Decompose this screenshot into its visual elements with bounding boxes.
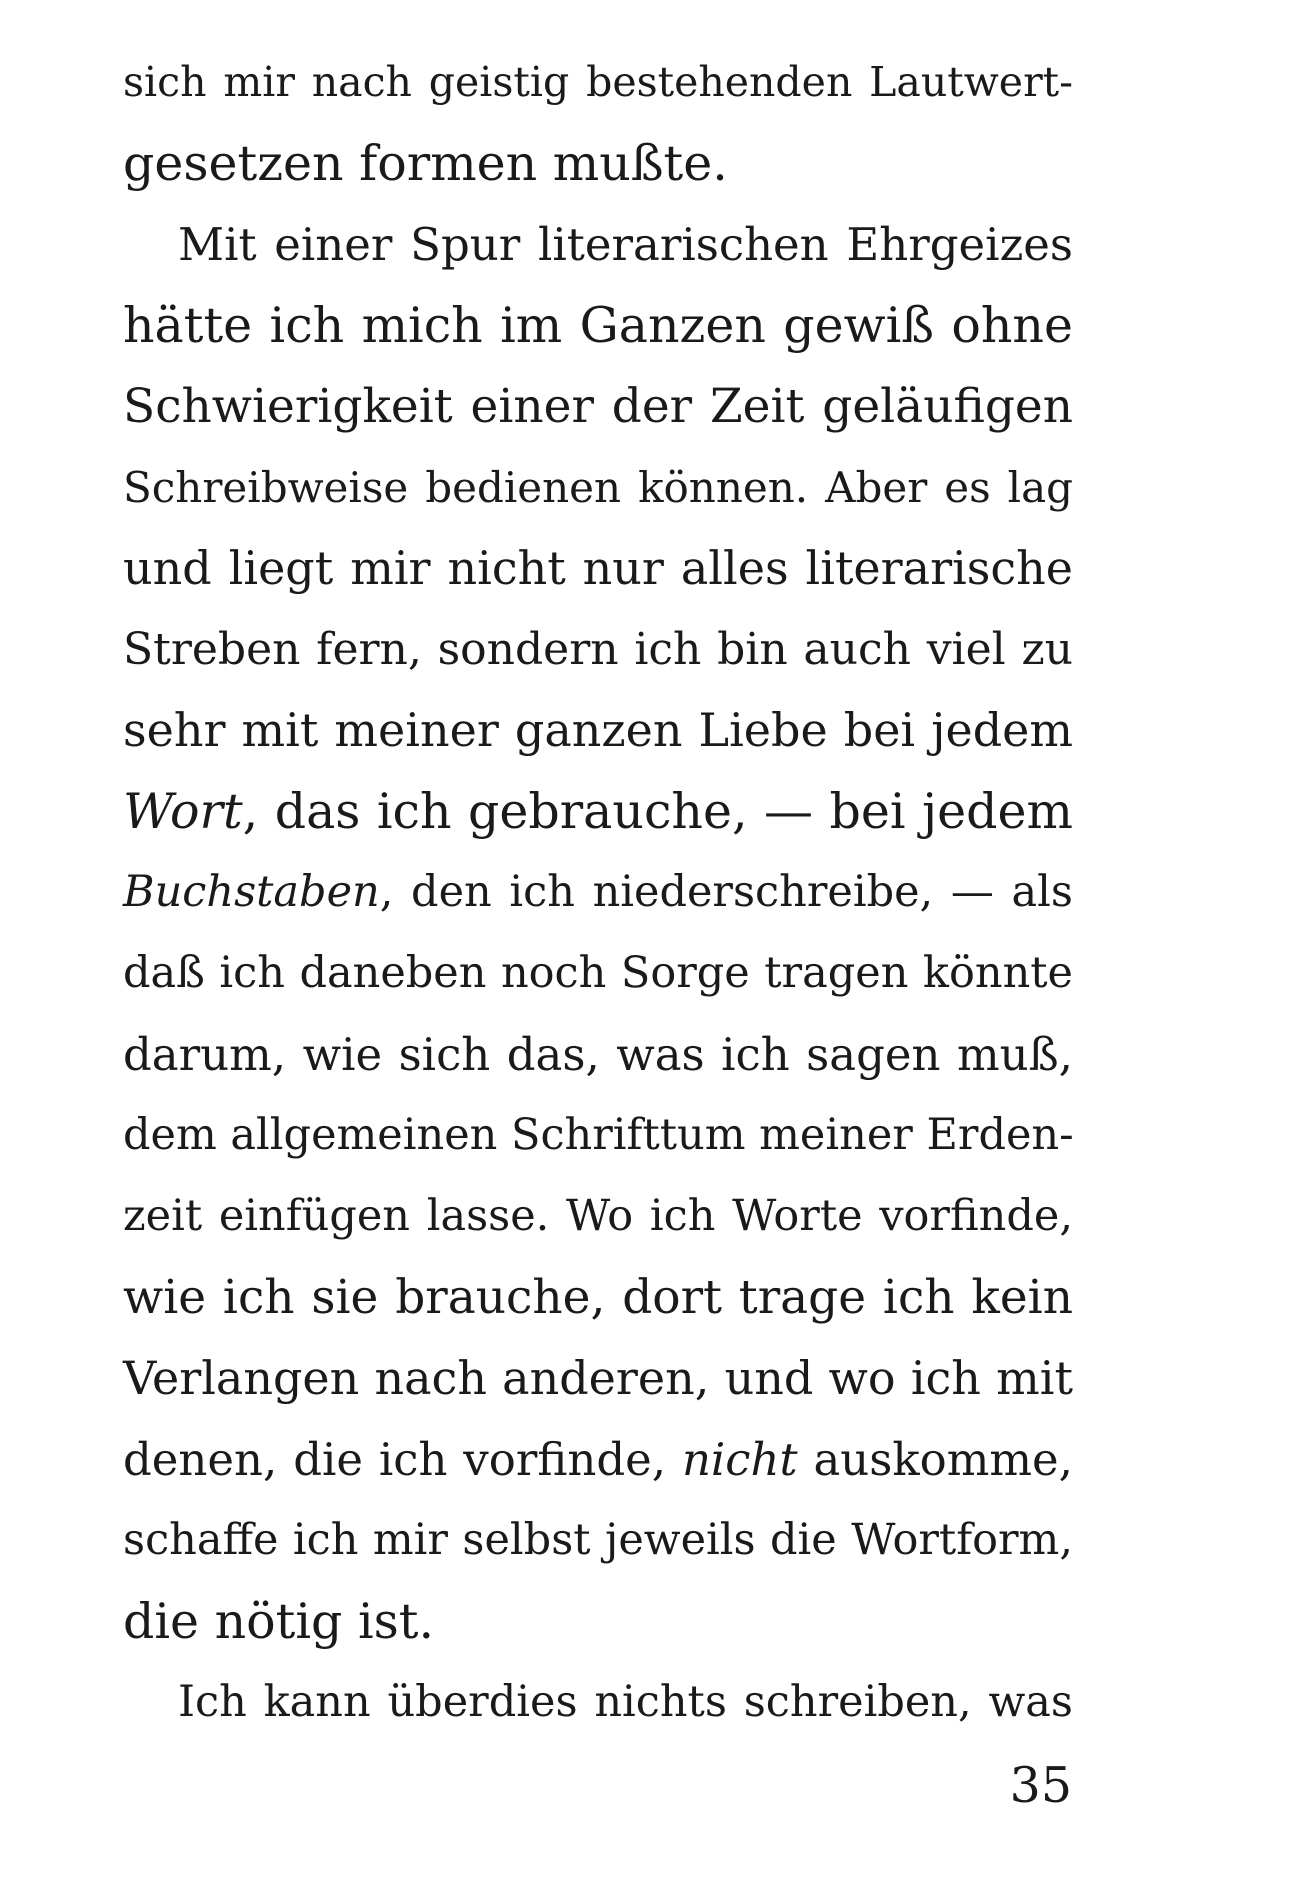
- text-line: [123, 1662, 1073, 1743]
- text-segment: Streben fern, sondern ich bin auch viel zu: [123, 624, 1073, 675]
- text-segment: Schreibweise bedienen können. Aber es lag: [123, 463, 1073, 512]
- text-segment: dem allgemeinen Schrifttum meiner Erden-: [123, 1110, 1074, 1160]
- text-line: [123, 1500, 1073, 1581]
- text-segment: sich mir nach geistig bestehenden Lautwert-: [123, 58, 1073, 106]
- text-line: [123, 1419, 1073, 1500]
- text-line: [123, 447, 1073, 528]
- text-segment: hätte ich mich im Ganzen gewiß ohne: [123, 297, 1073, 354]
- text-segment: zeit einfügen lasse. Wo ich Worte vorfinde,: [123, 1191, 1073, 1241]
- text-segment: schaffe ich mir selbst jeweils die Wortform,: [123, 1515, 1073, 1565]
- text-line: [123, 42, 1073, 123]
- text-line: [123, 933, 1073, 1014]
- text-line: [123, 1257, 1073, 1338]
- text-segment: , den ich niederschreibe, — als: [379, 867, 1073, 917]
- text-segment: daß ich daneben noch Sorge tragen könnte: [123, 948, 1073, 998]
- text-segment: Verlangen nach anderen, und wo ich mit: [123, 1351, 1073, 1405]
- text-segment: wie ich sie brauche, dort trage ich kein: [123, 1270, 1073, 1325]
- text-segment: sehr mit meiner ganzen Liebe bei jedem: [123, 703, 1073, 757]
- text-line: [123, 123, 1073, 204]
- body-text: [123, 42, 1073, 1743]
- text-line: [123, 771, 1073, 852]
- text-segment: auskomme,: [797, 1433, 1073, 1486]
- italic-text: Buchstaben: [123, 867, 380, 917]
- page-number: 35: [1009, 1757, 1072, 1814]
- text-line: [123, 609, 1073, 690]
- text-line: [123, 1581, 1073, 1662]
- text-segment: darum, wie sich das, was ich sagen muß,: [123, 1028, 1073, 1081]
- text-segment: Schwierigkeit einer der Zeit geläufigen: [123, 379, 1073, 434]
- text-line: [123, 285, 1073, 366]
- text-segment: , das ich gebrauche, — bei jedem: [242, 783, 1073, 840]
- text-line: [123, 204, 1073, 285]
- text-line: [123, 852, 1073, 933]
- italic-text: nicht: [681, 1433, 798, 1486]
- italic-text: Wort: [123, 783, 243, 840]
- text-segment: gesetzen formen mußte.: [123, 135, 728, 192]
- text-line: [123, 690, 1073, 771]
- text-segment: die nötig ist.: [123, 1593, 435, 1650]
- text-line: [123, 1338, 1073, 1419]
- text-line: [123, 366, 1073, 447]
- text-segment: und liegt mir nicht nur alles literarische: [123, 541, 1073, 595]
- text-segment: denen, die ich vorfinde,: [123, 1433, 682, 1486]
- text-line: [123, 1095, 1073, 1176]
- text-segment: Ich kann überdies nichts schreiben, was: [178, 1677, 1073, 1727]
- text-line: [123, 1014, 1073, 1095]
- text-segment: Mit einer Spur literarischen Ehrgeizes: [178, 218, 1073, 271]
- text-line: [123, 1176, 1073, 1257]
- text-line: [123, 528, 1073, 609]
